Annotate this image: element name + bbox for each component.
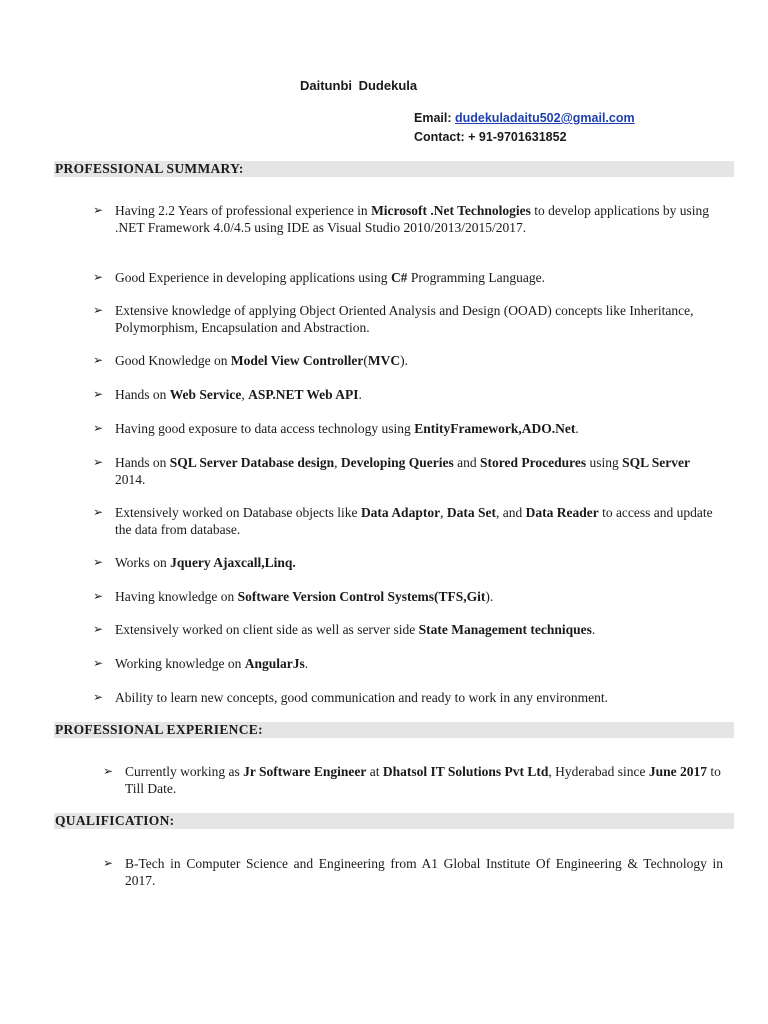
- text-run: using: [586, 455, 623, 470]
- bold-run: SQL Server Database design: [169, 455, 335, 470]
- arrow-bullet-icon: ➢: [93, 505, 104, 519]
- bold-run: Data Set: [446, 505, 496, 520]
- summary-item-text: [115, 621, 713, 638]
- text-run: (: [363, 353, 368, 368]
- candidate-name: Daitunbi Dudekula: [300, 78, 418, 93]
- text-run: , and: [495, 505, 526, 520]
- bold-run: Data Adaptor: [360, 505, 441, 520]
- arrow-bullet-icon: ➢: [93, 270, 104, 284]
- text-run: ,: [241, 387, 249, 402]
- summary-item-text: [115, 386, 713, 403]
- text-run: .: [575, 421, 579, 436]
- section-title-qualification: QUALIFICATION:: [54, 813, 734, 829]
- text-run: Having knowledge on: [115, 589, 238, 604]
- bold-run: Web Service: [169, 387, 242, 402]
- text-run: Ability to learn new concepts, good communication and ready to work in any environment.: [115, 690, 609, 705]
- text-run: Programming Language.: [407, 270, 546, 285]
- arrow-bullet-icon: ➢: [93, 622, 104, 636]
- experience-item-text: [125, 763, 723, 797]
- arrow-bullet-icon: ➢: [93, 203, 104, 217]
- text-run: Hands on: [115, 455, 170, 470]
- bold-run: Data Reader: [525, 505, 599, 520]
- summary-item: [93, 420, 713, 437]
- text-run: B-Tech in Computer Science and Engineering from A1 Global Institute Of Engineering & Technology in 2017.: [125, 856, 723, 888]
- text-run: Having good exposure to data access technology using: [115, 421, 415, 436]
- summary-item-text: [115, 588, 713, 605]
- text-run: Having 2.2 Years of professional experience in: [115, 203, 372, 218]
- bold-run: Dhatsol IT Solutions Pvt Ltd: [382, 764, 549, 779]
- summary-item-text: [115, 454, 713, 488]
- summary-item: [93, 352, 713, 369]
- text-run: ,: [440, 505, 447, 520]
- text-run: to develop applications by using .NET Framework 4.0/4.5 using IDE as Visual Studio 2010/2013/2015/2017.: [115, 203, 710, 235]
- text-run: Currently working as: [125, 764, 244, 779]
- summary-item: [93, 386, 713, 403]
- text-run: ,: [334, 455, 341, 470]
- summary-item: [93, 689, 713, 706]
- text-run: Extensively worked on Database objects like: [115, 505, 361, 520]
- arrow-bullet-icon: ➢: [103, 764, 114, 778]
- section-title-summary: PROFESSIONAL SUMMARY:: [54, 161, 734, 177]
- arrow-bullet-icon: ➢: [93, 589, 104, 603]
- bold-run: State Management techniques: [418, 622, 592, 637]
- text-run: and: [453, 455, 481, 470]
- bold-run: Jr Software Engineer: [243, 764, 367, 779]
- bold-run: Stored Procedures: [480, 455, 587, 470]
- bold-run: AngularJs: [244, 656, 305, 671]
- arrow-bullet-icon: ➢: [93, 387, 104, 401]
- qualification-item-text: [125, 855, 723, 889]
- email-label: Email:: [414, 111, 455, 125]
- bold-run: EntityFramework,ADO.Net: [414, 421, 576, 436]
- bold-run: June 2017: [648, 764, 707, 779]
- bold-run: Jquery Ajaxcall,Linq.: [170, 555, 296, 570]
- arrow-bullet-icon: ➢: [93, 303, 104, 317]
- bold-run: MVC: [367, 353, 401, 368]
- text-run: , Hyderabad since: [548, 764, 649, 779]
- summary-item: [93, 588, 713, 605]
- section-title-experience: PROFESSIONAL EXPERIENCE:: [54, 722, 734, 738]
- summary-item-text: [115, 504, 713, 538]
- summary-item-text: [115, 420, 713, 437]
- bold-run: Software Version Control Systems(TFS,Git: [237, 589, 486, 604]
- summary-item: [93, 655, 713, 672]
- summary-item-text: [115, 302, 713, 336]
- text-run: Good Knowledge on: [115, 353, 231, 368]
- bold-run: SQL Server: [622, 455, 691, 470]
- email-line: [414, 111, 635, 125]
- summary-item: [93, 302, 713, 336]
- summary-item: [93, 269, 713, 286]
- bold-run: Model View Controller: [230, 353, 364, 368]
- text-run: at: [366, 764, 383, 779]
- text-run: ).: [400, 353, 408, 368]
- summary-item: [93, 554, 713, 571]
- summary-item: [93, 202, 713, 236]
- text-run: .: [591, 622, 596, 637]
- summary-item-text: [115, 269, 713, 286]
- summary-item-text: [115, 352, 713, 369]
- qualification-item: [103, 855, 723, 889]
- text-run: to Till Date.: [125, 764, 721, 796]
- bold-run: Microsoft .Net Technologies: [371, 203, 531, 218]
- text-run: Works on: [115, 555, 171, 570]
- summary-item: [93, 504, 713, 538]
- text-run: Hands on: [115, 387, 170, 402]
- arrow-bullet-icon: ➢: [93, 353, 104, 367]
- bold-run: ASP.NET Web API: [248, 387, 359, 402]
- bold-run: C#: [390, 270, 408, 285]
- text-run: to access and update the data from database.: [115, 505, 713, 537]
- arrow-bullet-icon: ➢: [93, 555, 104, 569]
- text-run: Working knowledge on: [115, 656, 245, 671]
- text-run: 2014.: [115, 472, 146, 487]
- summary-item-text: [115, 202, 713, 236]
- summary-item: [93, 621, 713, 638]
- arrow-bullet-icon: ➢: [103, 856, 114, 870]
- text-run: Extensively worked on client side as well as server side: [115, 622, 419, 637]
- bold-run: Developing Queries: [340, 455, 454, 470]
- email-link[interactable]: dudekuladaitu502@gmail.com: [455, 111, 635, 125]
- arrow-bullet-icon: ➢: [93, 690, 104, 704]
- summary-item-text: [115, 655, 713, 672]
- contact-line: Contact: + 91-9701631852: [414, 130, 567, 144]
- text-run: ).: [485, 589, 494, 604]
- text-run: Good Experience in developing applications using: [115, 270, 391, 285]
- summary-item-text: [115, 689, 713, 706]
- arrow-bullet-icon: ➢: [93, 656, 104, 670]
- experience-item: [103, 763, 723, 797]
- text-run: Extensive knowledge of applying Object Oriented Analysis and Design (OOAD) concepts like Inheritance, Polymorphism, Encapsulation and Abstraction.: [115, 303, 694, 335]
- text-run: .: [304, 656, 309, 671]
- text-run: .: [358, 387, 362, 402]
- summary-item: [93, 454, 713, 488]
- arrow-bullet-icon: ➢: [93, 421, 104, 435]
- summary-item-text: [115, 554, 713, 571]
- arrow-bullet-icon: ➢: [93, 455, 104, 469]
